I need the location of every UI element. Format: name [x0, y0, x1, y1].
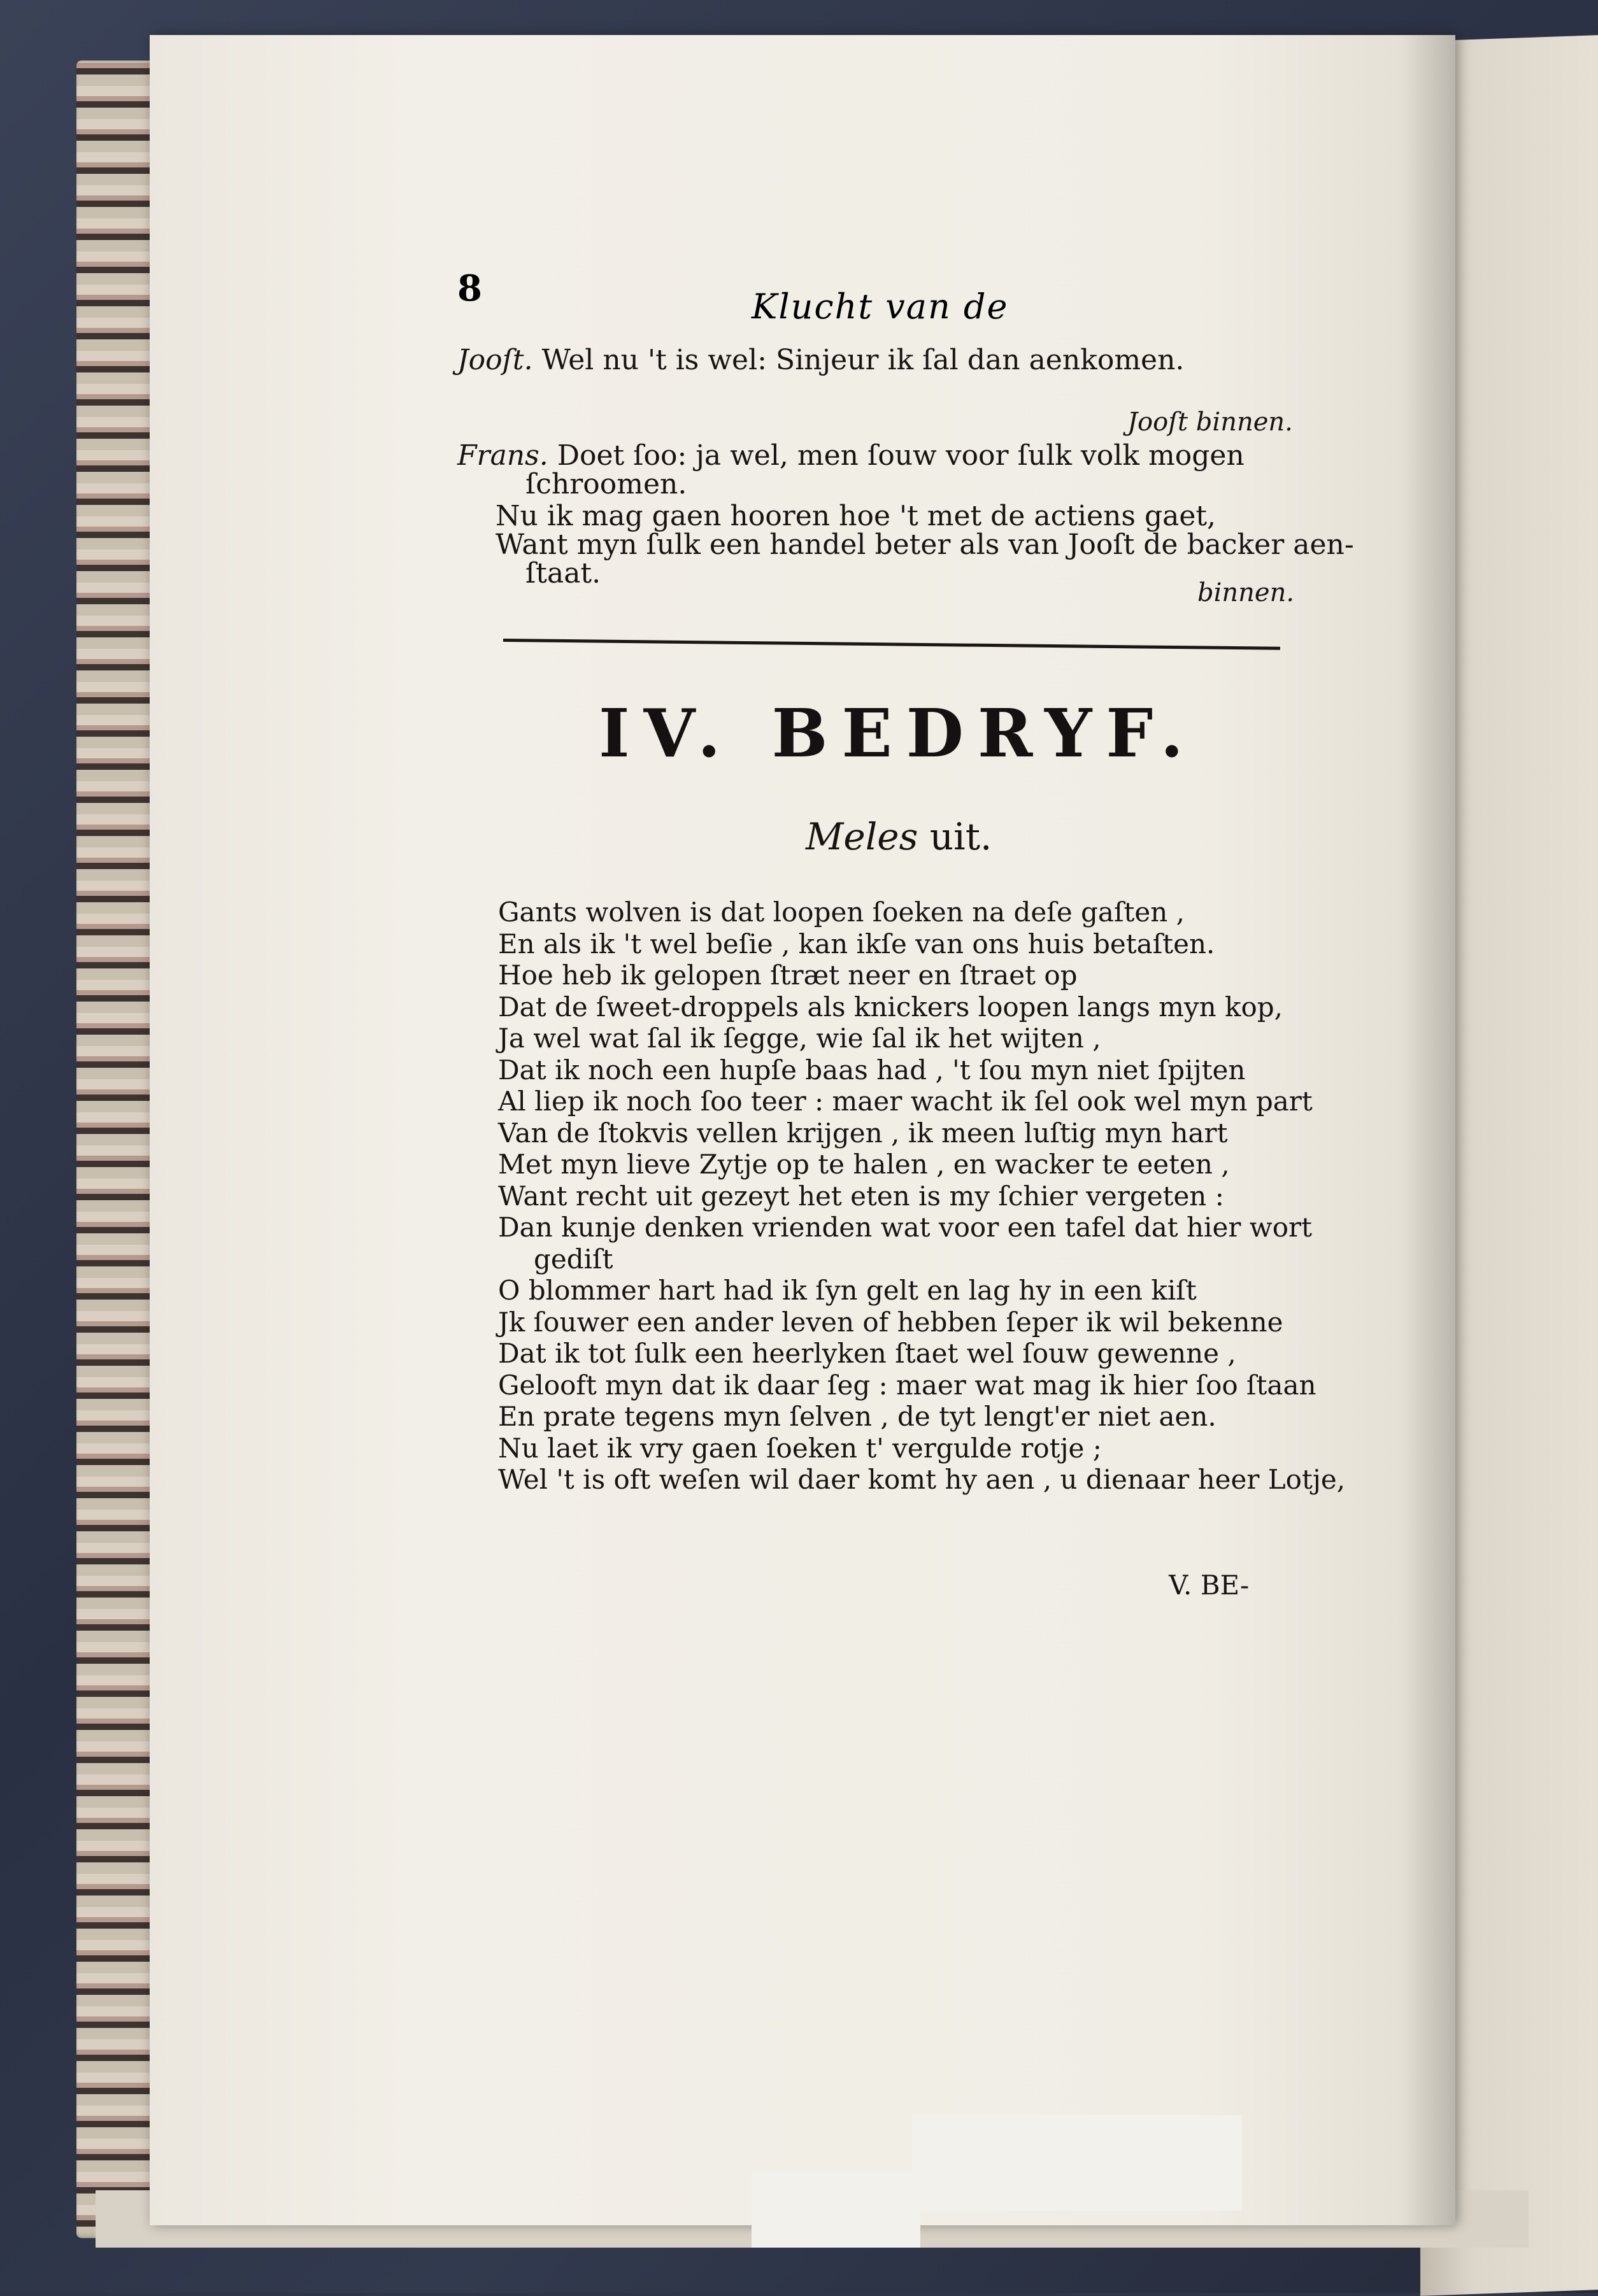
verse-line: Ja wel wat ſal ik ſegge, wie ſal ik het wijten ,	[498, 1023, 1101, 1054]
page-fold-shadow	[1401, 35, 1455, 2225]
verse-line: En prate tegens myn ſelven , de tyt lengt'er niet aen.	[498, 1401, 1216, 1432]
dialogue-continuation: ſtaat.	[525, 557, 601, 590]
dialogue-continuation: Want myn ſulk een handel beter als van Jooſt de backer aen-	[496, 528, 1354, 561]
verse-line: Al liep ik noch ſoo teer : maer wacht ik ſel ook wel myn part	[498, 1086, 1313, 1117]
verse-line: En als ik 't wel beſie , kan ikſe van ons huis betaſten.	[498, 928, 1215, 960]
verse-line: Dat de ſweet-droppels als knickers loopen langs myn kop,	[498, 991, 1283, 1023]
speaker-name: Frans.	[457, 439, 548, 472]
verse-line: Met myn lieve Zytje op te halen , en wacker te eeten ,	[498, 1149, 1230, 1180]
dialogue-continuation: Nu ik mag gaen hooren hoe 't met de actiens gaet,	[496, 500, 1216, 532]
dialogue-text: Wel nu 't is wel: Sinjeur ik ſal dan aenkomen.	[541, 344, 1185, 376]
verse-line: Nu laet ik vry gaen ſoeken t' vergulde rotje ;	[498, 1433, 1102, 1464]
verse-line: Dan kunje denken vrienden wat voor een tafel dat hier wort	[498, 1212, 1312, 1243]
verse-line: O blommer hart had ik ſyn gelt en lag hy in een kiſt	[498, 1275, 1197, 1306]
dialogue-continuation: ſchroomen.	[525, 468, 687, 500]
book-spine	[76, 60, 159, 2238]
scene-heading	[806, 815, 992, 858]
verse-line: Hoe heb ik gelopen ſtræt neer en ſtraet op	[498, 960, 1078, 991]
verse-line: Wel 't is oft weſen wil daer komt hy aen , u dienaar heer Lotje,	[498, 1464, 1346, 1495]
verse-line: Gelooft myn dat ik daar ſeg : maer wat mag ik hier ſoo ſtaan	[498, 1370, 1316, 1401]
page-number: 8	[457, 267, 482, 309]
scene-character: Meles	[806, 815, 918, 858]
verse-line: Van de ſtokvis vellen krijgen , ik meen luſtig myn hart	[498, 1117, 1228, 1149]
verse-line: gediſt	[534, 1244, 613, 1275]
act-title: IV. BEDRYF.	[599, 694, 1197, 772]
verse-line: Want recht uit gezeyt het eten is my ſchier vergeten :	[498, 1180, 1224, 1212]
scene-direction: uit.	[929, 815, 992, 858]
verse-line: Jk ſouwer een ander leven of hebben ſeper ik wil bekenne	[498, 1307, 1283, 1338]
verse-line: Dat ik noch een hupſe baas had , 't ſou myn niet ſpijten	[498, 1054, 1246, 1086]
paper-patch	[912, 2115, 1242, 2211]
dialogue-line	[457, 344, 1184, 376]
dialogue-line	[457, 439, 1245, 472]
running-head: Klucht van de	[752, 287, 1009, 327]
verse-line: Dat ik tot ſulk een heerlyken ſtaet wel ſouw gewenne ,	[498, 1338, 1236, 1369]
paper-patch	[752, 2172, 920, 2248]
dialogue-text: Doet ſoo: ja wel, men ſouw voor ſulk volk mogen	[557, 439, 1245, 472]
stage-direction: Jooſt binnen.	[1127, 407, 1293, 437]
catchword: V. BE-	[1169, 1570, 1250, 1601]
stage-direction: binnen.	[1197, 578, 1295, 607]
speaker-name: Jooſt.	[457, 344, 533, 376]
verse-line: Gants wolven is dat loopen ſoeken na deſe gaſten ,	[498, 896, 1185, 928]
